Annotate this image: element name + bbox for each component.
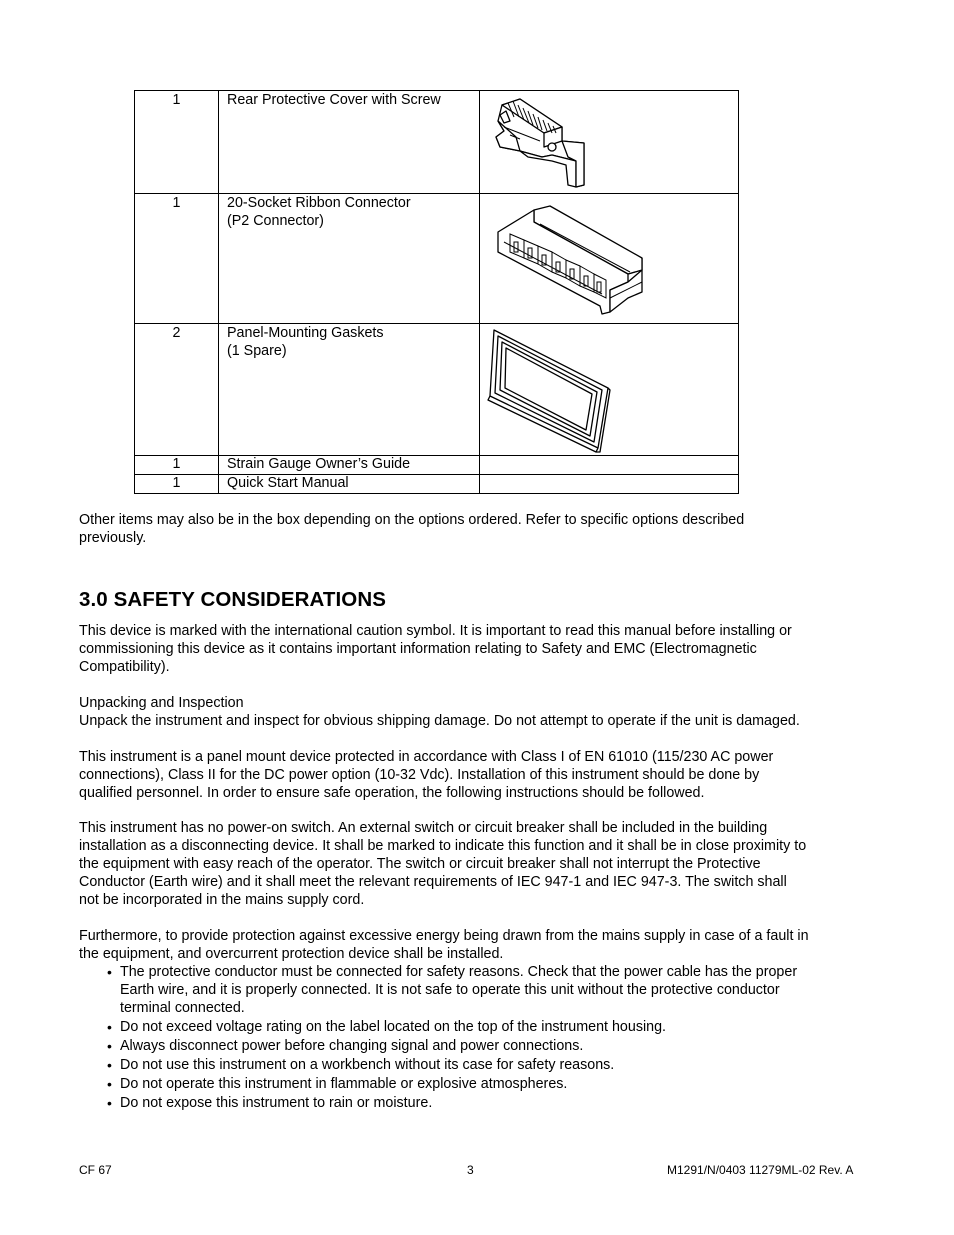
text-line: This instrument has no power-on switch. An external switch or circuit breaker shall be included in the building xyxy=(79,820,768,836)
image-cell xyxy=(480,91,739,194)
text-line: The protective conductor must be connected for safety reasons. Check that the power cable has the proper xyxy=(120,964,798,980)
text-line: the equipment with easy reach of the operator. The switch or circuit breaker shall not interrupt the Protective xyxy=(79,856,761,872)
footer-page-number: 3 xyxy=(467,1163,474,1177)
bullet-icon: • xyxy=(107,1038,112,1054)
section-heading: 3.0 SAFETY CONSIDERATIONS xyxy=(79,588,387,611)
text-line: Do not use this instrument on a workbench without its case for safety reasons. xyxy=(120,1057,615,1073)
text-line: not be incorporated in the mains supply cord. xyxy=(79,892,365,908)
table-row xyxy=(135,324,739,456)
image-cell xyxy=(480,456,739,475)
text-line: This instrument is a panel mount device protected in accordance with Class I of EN 61010 (115/230 AC power xyxy=(79,749,774,765)
text-line: Compatibility). xyxy=(79,659,170,675)
list-item xyxy=(104,1075,884,1093)
qty-cell: 1 xyxy=(135,91,219,194)
qty-cell: 2 xyxy=(135,324,219,456)
image-cell xyxy=(480,194,739,324)
image-cell xyxy=(480,324,739,456)
text-line: qualified personnel. In order to ensure safe operation, the following instructions should be followed. xyxy=(79,785,705,801)
description-line: 20-Socket Ribbon Connector xyxy=(227,195,411,211)
furthermore-paragraph xyxy=(79,927,879,963)
safety-bullet-list xyxy=(104,963,884,1112)
text-line: connections), Class II for the DC power option (10-32 Vdc). Installation of this instrument should be done by xyxy=(79,767,760,783)
text-line: Do not expose this instrument to rain or moisture. xyxy=(120,1095,433,1111)
text-line: Conductor (Earth wire) and it shall meet the relevant requirements of IEC 947-1 and IEC 947-3. The switch shall xyxy=(79,874,787,890)
list-item xyxy=(104,1037,884,1055)
description-line: Panel-Mounting Gaskets xyxy=(227,325,384,341)
text-line: previously. xyxy=(79,530,147,546)
text-line: Do not exceed voltage rating on the label located on the top of the instrument housing. xyxy=(120,1019,667,1035)
bullet-icon: • xyxy=(107,1095,112,1111)
bullet-icon: • xyxy=(107,964,112,980)
description-line: Rear Protective Cover with Screw xyxy=(227,92,441,108)
text-line: Do not operate this instrument in flammable or explosive atmospheres. xyxy=(120,1076,568,1092)
list-item xyxy=(104,963,884,1017)
text-line: terminal connected. xyxy=(120,1000,245,1016)
table-row xyxy=(135,456,739,475)
bullet-icon: • xyxy=(107,1076,112,1092)
panel-mount-paragraph xyxy=(79,748,879,802)
description-cell xyxy=(219,91,480,194)
text-line: Furthermore, to provide protection against excessive energy being drawn from the mains supply in case of a fault in xyxy=(79,928,809,944)
qty-cell: 1 xyxy=(135,475,219,494)
unpacking-paragraph xyxy=(79,694,879,730)
qty-cell: 1 xyxy=(135,456,219,475)
other-items-paragraph xyxy=(79,511,879,547)
list-item xyxy=(104,1056,884,1074)
text-line: Earth wire, and it is properly connected. It is not safe to operate this unit without the protective conductor xyxy=(120,982,780,998)
subheading: Unpacking and Inspection xyxy=(79,695,244,711)
list-item xyxy=(104,1094,884,1112)
text-line: Other items may also be in the box depending on the options ordered. Refer to specific options described xyxy=(79,512,745,528)
description-cell xyxy=(219,475,480,494)
rear-protective-cover-image xyxy=(480,91,738,193)
list-item xyxy=(104,1018,884,1036)
description-cell xyxy=(219,324,480,456)
footer-revision: M1291/N/0403 11279ML-02 Rev. A xyxy=(667,1163,854,1177)
image-cell xyxy=(480,475,739,494)
description-line: (1 Spare) xyxy=(227,343,287,359)
bullet-icon: • xyxy=(107,1057,112,1073)
qty-cell: 1 xyxy=(135,194,219,324)
intro-paragraph xyxy=(79,622,879,676)
description-cell xyxy=(219,456,480,475)
footer-document-code: CF 67 xyxy=(79,1163,112,1177)
power-switch-paragraph xyxy=(79,819,879,909)
text-line: installation as a disconnecting device. It shall be marked to indicate this function and it shall be in close proximity to xyxy=(79,838,807,854)
table-row xyxy=(135,475,739,494)
text-line: This device is marked with the international caution symbol. It is important to read this manual before installing or xyxy=(79,623,792,639)
text-line: commissioning this device as it contains important information relating to Safety and EMC (Electromagnetic xyxy=(79,641,757,657)
description-line: Quick Start Manual xyxy=(227,475,349,491)
description-line: (P2 Connector) xyxy=(227,213,324,229)
package-contents-table xyxy=(134,90,739,494)
text-line: the equipment, and overcurrent protection device shall be installed. xyxy=(79,946,504,962)
table-row xyxy=(135,91,739,194)
table-row xyxy=(135,194,739,324)
panel-gasket-image xyxy=(480,324,738,455)
bullet-icon: • xyxy=(107,1019,112,1035)
text-line: Always disconnect power before changing signal and power connections. xyxy=(120,1038,584,1054)
ribbon-connector-image xyxy=(480,194,738,323)
description-cell xyxy=(219,194,480,324)
text-line: Unpack the instrument and inspect for obvious shipping damage. Do not attempt to operate if the unit is damaged. xyxy=(79,713,800,729)
description-line: Strain Gauge Owner’s Guide xyxy=(227,456,411,472)
